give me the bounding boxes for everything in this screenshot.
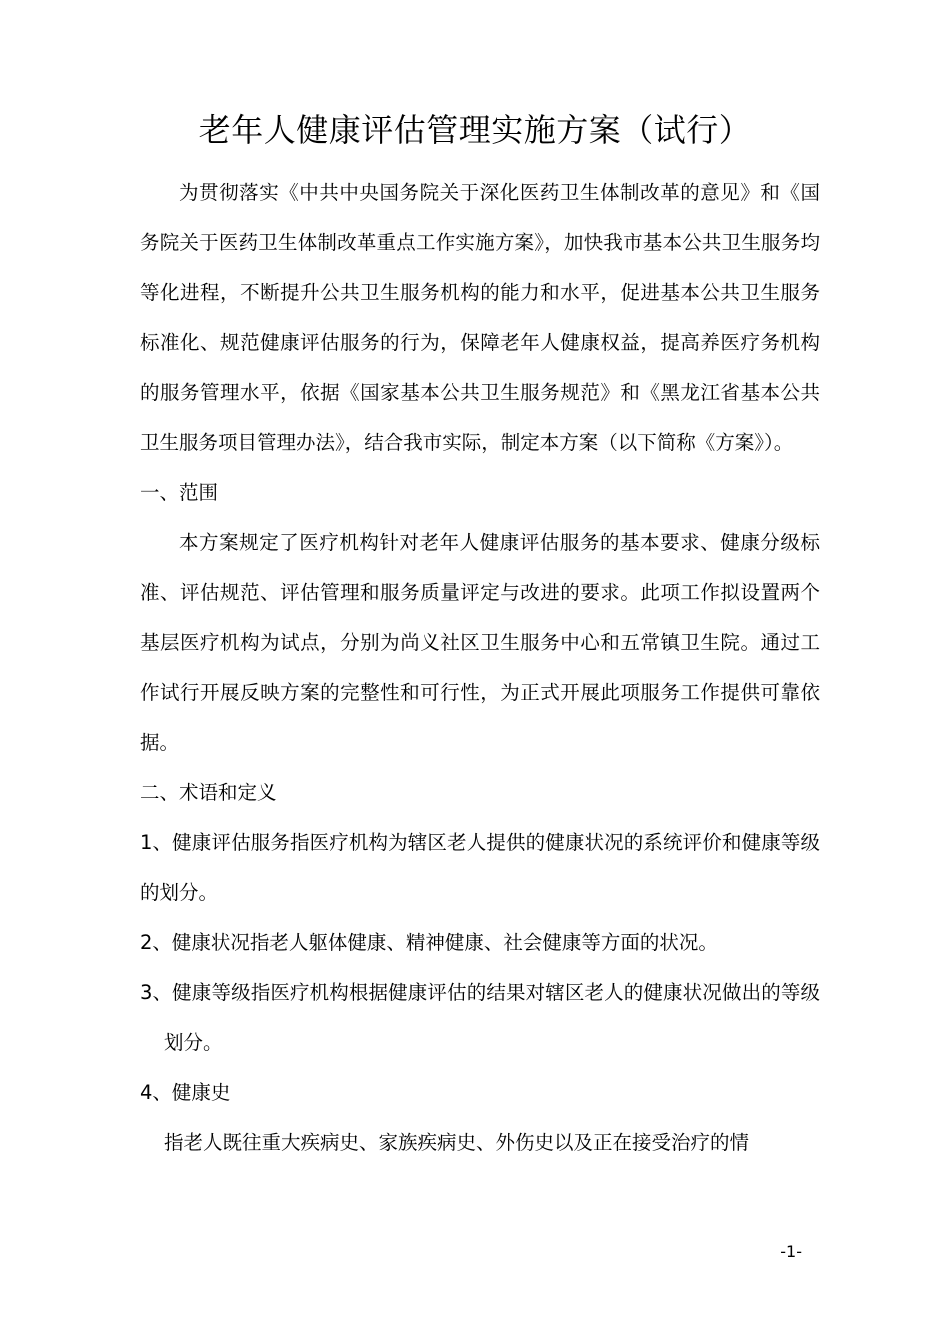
section-heading-scope: 一、范围: [140, 481, 219, 504]
document-body: [140, 168, 820, 1168]
term-item-4: 4、健康史: [140, 1081, 231, 1104]
page-number: -1-: [780, 1242, 802, 1261]
section-heading-terms: 二、术语和定义: [140, 781, 277, 804]
scope-paragraph: 本方案规定了医疗机构针对老年人健康评估服务的基本要求、健康分级标准、评估规范、评估管理和服务质量评定与改进的要求。此项工作拟设置两个基层医疗机构为试点，分别为尚义社区卫生服务中心和五常镇卫生院。通过工作试行开展反映方案的完整性和可行性，为正式开展此项服务工作提供可靠依据。: [140, 531, 820, 754]
intro-paragraph: 为贯彻落实《中共中央国务院关于深化医药卫生体制改革的意见》和《国务院关于医药卫生体制改革重点工作实施方案》，加快我市基本公共卫生服务均等化进程，不断提升公共卫生服务机构的能力和水平，促进基本公共卫生服务标准化、规范健康评估服务的行为，保障老年人健康权益，提高养医疗务机构的服务管理水平，依据《国家基本公共卫生服务规范》和《黑龙江省基本公共卫生服务项目管理办法》，结合我市实际，制定本方案（以下简称《方案》）。: [140, 181, 820, 454]
term-item-1: 1、健康评估服务指医疗机构为辖区老人提供的健康状况的系统评价和健康等级的划分。: [140, 831, 820, 904]
term-item-4-body: 指老人既往重大疾病史、家族疾病史、外伤史以及正在接受治疗的情: [164, 1131, 750, 1154]
document-title: 老年人健康评估管理实施方案（试行）: [198, 111, 752, 149]
term-item-3: 3、健康等级指医疗机构根据健康评估的结果对辖区老人的健康状况做出的等级划分。: [140, 981, 820, 1054]
term-item-2: 2、健康状况指老人躯体健康、精神健康、社会健康等方面的状况。: [140, 931, 718, 954]
